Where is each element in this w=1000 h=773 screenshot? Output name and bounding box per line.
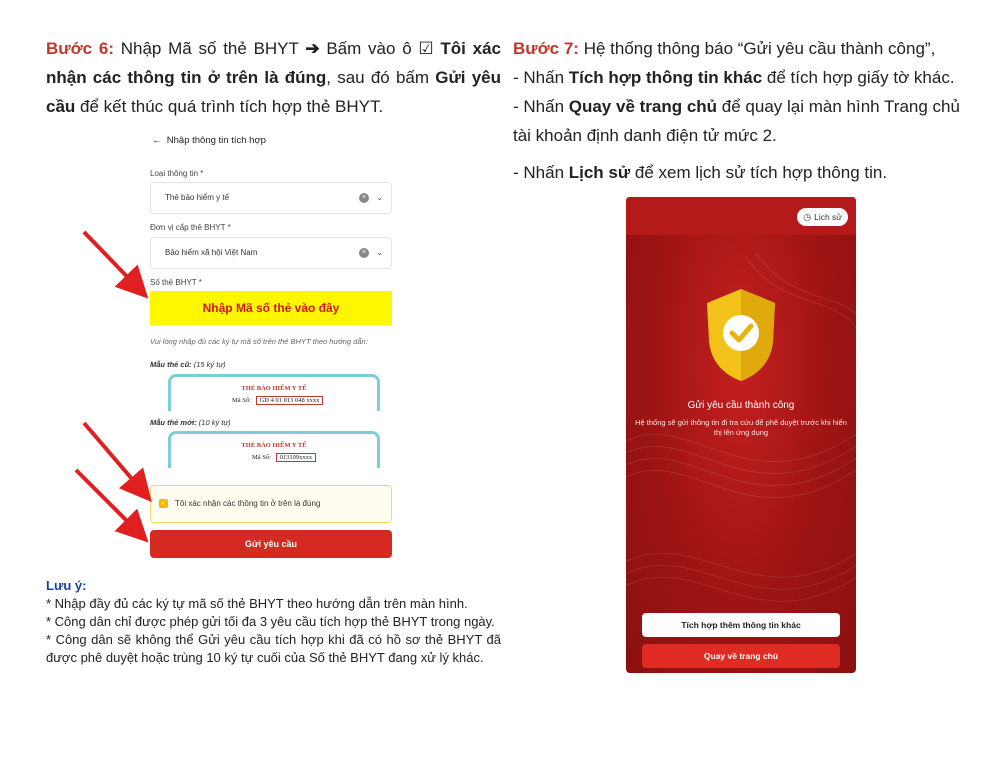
new-card-number bbox=[249, 454, 316, 461]
submit-button[interactable]: Gửi yêu cầu bbox=[150, 530, 392, 558]
step7-l3-post: để xem lịch sử tích hợp thông tin. bbox=[630, 163, 888, 182]
card-title: THẺ BẢO HIỂM Y TẾ bbox=[241, 442, 307, 449]
arrow-to-card-input bbox=[84, 232, 140, 290]
step7-l3-pre: - Nhấn bbox=[513, 163, 569, 182]
old-card-prefix: Mã Số: bbox=[232, 397, 251, 404]
clock-icon: ◷ bbox=[803, 212, 812, 222]
old-card-sample bbox=[168, 374, 380, 411]
step7-line-home bbox=[513, 92, 969, 150]
step7-instructions bbox=[513, 34, 969, 187]
step6-paragraph bbox=[46, 34, 501, 121]
old-card-code: GD 4 01 013 048 xxxx bbox=[256, 396, 324, 405]
checkbox-icon[interactable]: ✓ bbox=[160, 500, 167, 507]
note-title: Lưu ý: bbox=[46, 578, 87, 593]
issuer-value: Bảo hiểm xã hội Việt Nam bbox=[165, 248, 258, 257]
new-card-code: 013109xxxx bbox=[276, 453, 317, 462]
note-item: * Công dân chỉ được phép gửi tối đa 3 yêu cầu tích hợp thẻ BHYT trong ngày. bbox=[46, 614, 495, 629]
back-arrow-icon[interactable]: ← bbox=[152, 135, 162, 146]
chevron-down-icon[interactable]: ⌄ bbox=[376, 248, 383, 257]
old-sample-note: (15 ký tự) bbox=[191, 360, 226, 369]
confirm-checkbox-row[interactable] bbox=[150, 485, 392, 523]
checkbox-icon: ☑ bbox=[418, 39, 434, 58]
old-sample-label: Mẫu thẻ cũ: bbox=[150, 360, 192, 369]
step7-l2-pre: - Nhấn bbox=[513, 97, 569, 116]
new-card-prefix: Mã Số: bbox=[252, 454, 271, 461]
form-header bbox=[152, 135, 266, 146]
form-title: Nhập thông tin tích hợp bbox=[166, 135, 266, 146]
shield-check-icon bbox=[701, 285, 781, 385]
card-number-hint: Vui lòng nhập đủ các ký tự mã số trên thẻ BHYT theo hướng dẫn: bbox=[150, 337, 368, 346]
old-card-number bbox=[229, 397, 323, 404]
step7-l1-post: để tích hợp giấy tờ khác. bbox=[762, 68, 955, 87]
arrow-to-confirm bbox=[84, 423, 144, 493]
new-sample-note: (10 ký tự) bbox=[196, 418, 231, 427]
card-title: THẺ BẢO HIỂM Y TẾ bbox=[241, 385, 307, 392]
success-title: Gửi yêu cầu thành công bbox=[687, 400, 795, 411]
form-screenshot bbox=[140, 127, 403, 567]
old-sample-heading bbox=[150, 360, 226, 369]
step6-instructions bbox=[46, 34, 501, 121]
issuer-label: Đơn vị cấp thẻ BHYT * bbox=[150, 223, 231, 232]
note-item: * Công dân sẽ không thể Gửi yêu cầu tích hợp khi đã có hồ sơ thẻ BHYT đã được phê duyệt hoặc trùng 10 ký tự cuối của Số thẻ BHYT đang xử lý khác. bbox=[46, 632, 501, 665]
success-description: Hệ thống sẽ gửi thông tin đi tra cứu để phê duyệt trước khi hiển thị lên ứng dụng bbox=[635, 418, 847, 437]
history-label: Lịch sử bbox=[814, 212, 842, 222]
issuer-select[interactable] bbox=[150, 237, 392, 269]
step7-l2-bold: Quay về trang chủ bbox=[568, 97, 718, 116]
step7-intro bbox=[513, 34, 969, 63]
step7-l3-bold: Lịch sử bbox=[568, 163, 631, 182]
info-type-label: Loại thông tin * bbox=[150, 169, 204, 178]
step6-text1: Nhập Mã số thẻ BHYT bbox=[114, 39, 306, 58]
arrow-icon: ➔ bbox=[305, 39, 320, 58]
step7-line-history bbox=[513, 158, 969, 187]
info-type-select[interactable] bbox=[150, 182, 392, 214]
note-section bbox=[46, 577, 501, 667]
note-item: * Nhập đầy đủ các ký tự mã số thẻ BHYT theo hướng dẫn trên màn hình. bbox=[46, 596, 468, 611]
new-sample-heading bbox=[150, 418, 231, 427]
step7-label: Bước 7: bbox=[513, 39, 579, 58]
success-screenshot bbox=[626, 197, 856, 673]
history-button[interactable] bbox=[797, 208, 848, 226]
step6-text3: , sau đó bấm bbox=[326, 68, 436, 87]
info-type-value: Thẻ bảo hiểm y tế bbox=[165, 193, 230, 202]
step7-l2-post: để quay lại màn hình Trang chủ tài khoản định danh điện tử mức 2. bbox=[513, 97, 960, 145]
new-sample-label: Mẫu thẻ mới: bbox=[150, 418, 197, 427]
clear-icon[interactable]: × bbox=[359, 248, 369, 258]
confirm-text: Tôi xác nhận các thông tin ở trên là đúng bbox=[175, 499, 321, 508]
card-number-input[interactable]: Nhập Mã số thẻ vào đây bbox=[150, 291, 392, 325]
step7-l1-pre: - Nhấn bbox=[513, 68, 569, 87]
back-home-button[interactable]: Quay về trang chủ bbox=[642, 644, 840, 668]
step7-line-more bbox=[513, 63, 969, 92]
card-number-label: Số thẻ BHYT * bbox=[150, 278, 202, 287]
step6-label: Bước 6: bbox=[46, 39, 114, 58]
step6-text2: Bấm vào ô bbox=[319, 39, 419, 58]
step6-bold-confirm: Tôi xác nhận các thông tin ở trên là đúng bbox=[46, 39, 502, 87]
clear-icon[interactable]: × bbox=[359, 193, 369, 203]
step6-text4: để kết thúc quá trình tích hợp thẻ BHYT. bbox=[75, 97, 384, 116]
integrate-more-button[interactable]: Tích hợp thêm thông tin khác bbox=[642, 613, 840, 637]
arrow-to-submit bbox=[76, 470, 140, 534]
step7-l1-bold: Tích hợp thông tin khác bbox=[568, 68, 763, 87]
step6-bold-submit: Gửi yêu cầu bbox=[46, 68, 501, 116]
chevron-down-icon[interactable]: ⌄ bbox=[376, 193, 383, 202]
step7-text: Hệ thống thông báo “Gửi yêu cầu thành công”, bbox=[578, 39, 936, 58]
new-card-sample bbox=[168, 431, 380, 468]
